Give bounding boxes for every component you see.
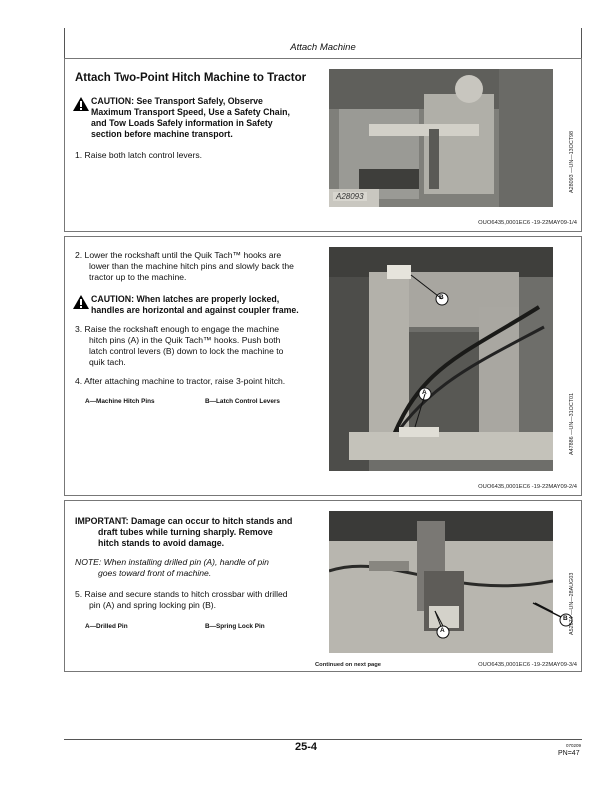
page-header-title: Attach Machine	[290, 42, 356, 53]
footer-ref: OUO6435,0001EC6 -19-22MAY09-3/4	[478, 662, 577, 668]
callout-a: A	[440, 627, 445, 634]
tractor-hitch-photo	[329, 69, 553, 207]
footer-rule	[64, 739, 582, 740]
legend-b: B—Latch Control Levers	[205, 398, 280, 405]
continued-note: Continued on next page	[315, 662, 382, 668]
section-attach-hitch	[64, 58, 582, 232]
warning-triangle-icon	[73, 97, 89, 111]
legend-b: B—Spring Lock Pin	[205, 623, 265, 630]
pn-number: PN=47	[558, 750, 580, 757]
note-text: NOTE: When installing drilled pin (A), handle of pin goes toward front of machine.	[75, 557, 269, 578]
caution-text: CAUTION: See Transport Safely, Observe Maximum Transport Speed, Use a Safety Chain, and Tow Loads Safely information in Safety section before machine transport.	[91, 96, 290, 139]
step-4: 4. After attaching machine to tractor, raise 3-point hitch.	[75, 376, 286, 386]
legend-a: A—Machine Hitch Pins	[85, 398, 155, 405]
step-5: 5. Raise and secure stands to hitch crossbar with drilled pin (A) and spring locking pin (B).	[75, 589, 288, 610]
important-text: IMPORTANT: Damage can occur to hitch stands and draft tubes while turning sharply. Remove hitch stands to avoid damage.	[75, 516, 293, 548]
section-hitch-stands	[64, 500, 582, 672]
photo-id-label: A28093	[333, 192, 367, 201]
warning-triangle-icon	[73, 295, 89, 309]
quik-tach-hooks-photo	[329, 247, 553, 471]
caution-text: CAUTION: When latches are properly locked, handles are horizontal and against coupler frame.	[91, 294, 299, 315]
callout-a: A	[422, 389, 427, 396]
footer-ref: OUO6435,0001EC6 -19-22MAY09-2/4	[478, 484, 577, 490]
image-ref: A52674 —UN—28AUG03	[569, 572, 575, 635]
section-title: Attach Two-Point Hitch Machine to Tractor	[75, 72, 307, 84]
legend-a: A—Drilled Pin	[85, 623, 128, 630]
footer-small-code: 070209	[566, 743, 582, 748]
step-2: 2. Lower the rockshaft until the Quik Tach™ hooks are lower than the machine hitch pins and slowly back the tractor up to the machine.	[75, 250, 294, 282]
callout-b: B	[563, 615, 568, 622]
image-ref: A28093 —UN—13OCT98	[569, 130, 575, 193]
page-number: 25-4	[294, 741, 318, 753]
callout-circles	[329, 511, 589, 653]
footer-ref: OUO6435,0001EC6 -19-22MAY09-1/4	[478, 220, 577, 226]
step-3: 3. Raise the rockshaft enough to engage the machine hitch pins (A) in the Quik Tach™ hooks. Push both latch control levers (B) down to lock the machine to quik tach.	[75, 324, 284, 367]
step-1: 1. Raise both latch control levers.	[75, 150, 203, 160]
image-ref: A47886 —UN—31OCT01	[569, 392, 575, 455]
section-lower-rockshaft	[64, 236, 582, 496]
callout-b: B	[439, 294, 444, 301]
